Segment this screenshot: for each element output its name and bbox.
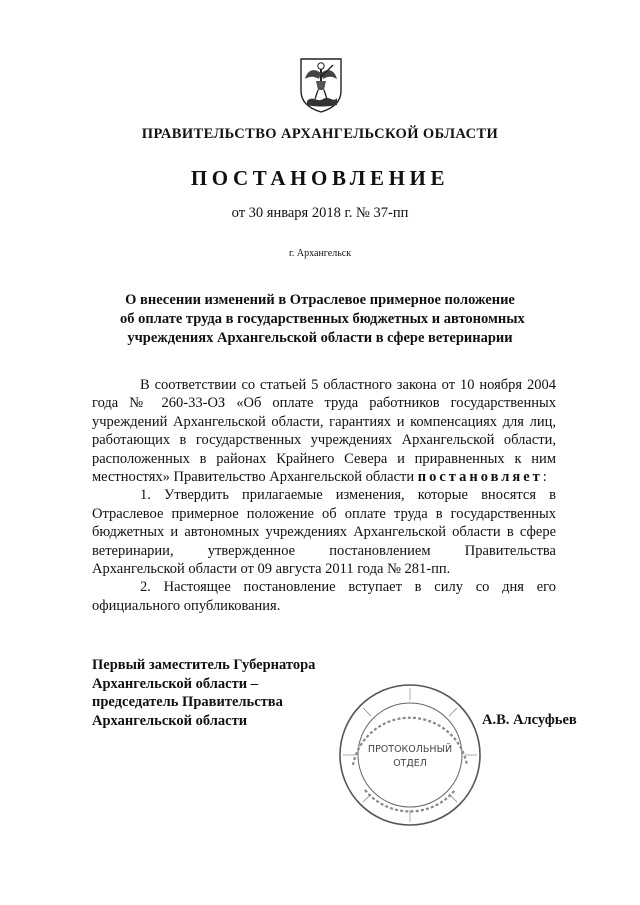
official-stamp [335, 680, 485, 830]
date-and-number: от 30 января 2018 г. № 37-пп [231, 205, 409, 221]
preamble-text: В соответствии со статьей 5 областного закона от 10 ноября 2004 года № 260-33-ОЗ «Об оплате труда работников государственных учреждений Архангельской области, гарантиях и компенсациях для лиц, работающих в государственных учреждениях Архангельской области, расположенных в районах Крайнего Севера и приравненных к ним местностях» Правительство Архангельской области [92, 377, 556, 486]
subject-line: об оплате труда в государственных бюджетных и автономных [120, 311, 525, 327]
stamp-text-line1: ПРОТОКОЛЬНЫЙ [367, 744, 453, 755]
document-subject [120, 291, 525, 348]
government-name: ПРАВИТЕЛЬСТВО АРХАНГЕЛЬСКОЙ ОБЛАСТИ [141, 126, 499, 142]
resolves-keyword: постановляет [417, 469, 543, 486]
signatory-title-line: Архангельской области – [92, 675, 258, 692]
preamble-paragraph [92, 376, 556, 486]
city-name: г. Архангельск [288, 248, 352, 259]
clause-2-paragraph: 2. Настоящее постановление вступает в силу со дня его официального опубликования. [92, 579, 556, 614]
clause-1-paragraph: 1. Утвердить прилагаемые изменения, которые вносятся в Отраслевое примерное положение об оплате труда в государственных бюджетных и автономных учреждениях Архангельской области в сфере ветеринарии, утвержденное постановлением Правительства Архангельской области от 09 августа 2011 года № 281-пп. [92, 487, 556, 578]
subject-line: О внесении изменений в Отраслевое примерное положение [125, 292, 515, 308]
coat-of-arms-icon [299, 57, 343, 113]
stamp-text-line2: ОТДЕЛ [393, 758, 427, 769]
subject-line: учреждениях Архангельской области в сфере ветеринарии [127, 330, 513, 346]
document-body [92, 376, 556, 615]
signatory-name: А.В. Алсуфьев [482, 712, 577, 728]
signatory-title [92, 656, 352, 730]
signatory-title-line: председатель Правительства [92, 694, 283, 711]
preamble-colon: : [542, 469, 547, 486]
signatory-title-line: Первый заместитель Губернатора [92, 657, 316, 673]
document-type-title: ПОСТАНОВЛЕНИЕ [190, 166, 450, 190]
signatory-title-line: Архангельской области [92, 712, 248, 729]
